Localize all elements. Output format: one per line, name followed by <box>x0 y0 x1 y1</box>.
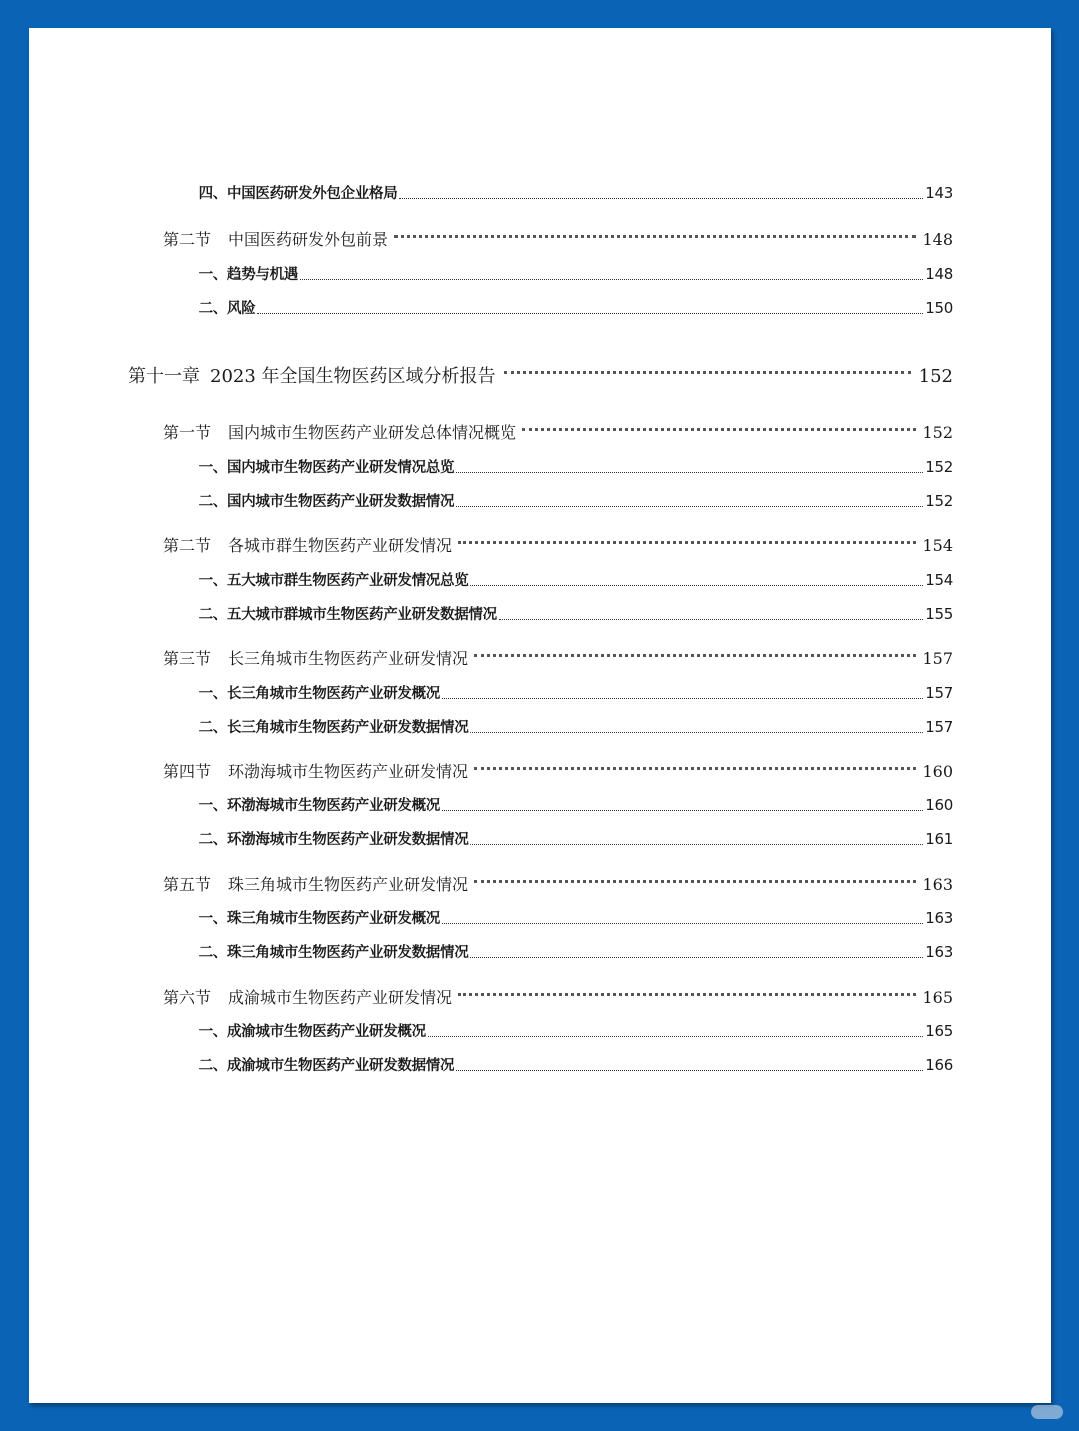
toc-item[interactable] <box>189 907 953 928</box>
toc-item[interactable] <box>189 1054 953 1075</box>
item-number: 一、 <box>198 460 227 476</box>
dot-leader <box>394 234 916 238</box>
page-number: 154 <box>925 571 953 589</box>
page-number: 152 <box>925 492 953 510</box>
page-number: 152 <box>922 423 953 442</box>
page-number: 160 <box>922 762 953 781</box>
toc-item[interactable] <box>189 941 953 962</box>
item-title: 趋势与机遇 <box>227 267 298 283</box>
page-number: 155 <box>925 605 953 623</box>
item-title: 长三角城市生物医药产业研发概况 <box>227 686 440 702</box>
item-number: 二、 <box>198 1058 227 1074</box>
item-number: 四、 <box>198 186 227 202</box>
dot-leader <box>456 1069 923 1071</box>
chapter-title: 2023 年全国生物医药区域分析报告 <box>210 366 496 387</box>
page-number: 163 <box>925 909 953 927</box>
toc-item[interactable] <box>189 1020 953 1041</box>
section-title: 环渤海城市生物医药产业研发情况 <box>228 762 469 781</box>
dot-leader <box>470 584 923 586</box>
item-title: 中国医药研发外包企业格局 <box>227 186 398 202</box>
page-number: 157 <box>925 684 953 702</box>
item-title: 国内城市生物医药产业研发情况总览 <box>227 460 455 476</box>
page-number: 143 <box>925 184 953 202</box>
dot-leader <box>470 843 923 845</box>
toc-section[interactable] <box>163 420 953 443</box>
item-title: 长三角城市生物医药产业研发数据情况 <box>227 720 469 736</box>
dot-leader <box>257 312 923 314</box>
item-title: 风险 <box>227 301 256 317</box>
item-number: 一、 <box>198 267 227 283</box>
page-number: 150 <box>925 299 953 317</box>
section-number: 第三节 <box>163 649 212 668</box>
toc-item[interactable] <box>189 716 953 737</box>
section-title: 中国医药研发外包前景 <box>228 230 389 249</box>
section-title: 珠三角城市生物医药产业研发情况 <box>228 875 469 894</box>
section-title: 国内城市生物医药产业研发总体情况概览 <box>228 423 517 442</box>
toc-item[interactable] <box>189 828 953 849</box>
toc-section[interactable] <box>163 759 953 782</box>
toc-item[interactable] <box>189 794 953 815</box>
item-title: 环渤海城市生物医药产业研发概况 <box>227 798 440 814</box>
item-number: 二、 <box>198 945 227 961</box>
section-number: 第五节 <box>163 875 212 894</box>
toc-item[interactable] <box>189 569 953 590</box>
dot-leader <box>458 992 916 996</box>
toc-item[interactable] <box>189 297 953 318</box>
item-title: 国内城市生物医药产业研发数据情况 <box>227 494 455 510</box>
section-number: 第一节 <box>163 423 212 442</box>
item-number: 二、 <box>198 301 227 317</box>
item-number: 一、 <box>198 911 227 927</box>
item-number: 一、 <box>198 686 227 702</box>
page-number: 152 <box>918 366 953 387</box>
page-number: 154 <box>922 536 953 555</box>
item-number: 一、 <box>198 1024 227 1040</box>
dot-leader <box>300 278 923 280</box>
item-title: 成渝城市生物医药产业研发概况 <box>227 1024 426 1040</box>
toc-item[interactable] <box>189 263 953 284</box>
item-title: 环渤海城市生物医药产业研发数据情况 <box>227 832 469 848</box>
toc-item[interactable] <box>189 682 953 703</box>
watermark-logo <box>1031 1405 1063 1419</box>
chapter-number: 第十一章 <box>128 366 200 387</box>
item-number: 二、 <box>198 720 227 736</box>
section-number: 第四节 <box>163 762 212 781</box>
toc-section[interactable] <box>163 985 953 1008</box>
section-title: 长三角城市生物医药产业研发情况 <box>228 649 469 668</box>
page-number: 160 <box>925 796 953 814</box>
page-number: 161 <box>925 830 953 848</box>
page-number: 157 <box>925 718 953 736</box>
page-number: 148 <box>925 265 953 283</box>
dot-leader <box>499 618 923 620</box>
dot-leader <box>474 879 916 883</box>
item-title: 五大城市群生物医药产业研发情况总览 <box>227 573 469 589</box>
toc-section[interactable] <box>163 646 953 669</box>
table-of-contents <box>29 28 1051 1403</box>
dot-leader <box>474 766 916 770</box>
toc-item[interactable] <box>189 456 953 477</box>
section-number: 第六节 <box>163 988 212 1007</box>
item-number: 二、 <box>198 607 227 623</box>
page-number: 152 <box>925 458 953 476</box>
page-number: 166 <box>925 1056 953 1074</box>
toc-item[interactable] <box>189 603 953 624</box>
dot-leader <box>428 1035 923 1037</box>
section-number: 第二节 <box>163 230 212 249</box>
dot-leader <box>442 697 923 699</box>
dot-leader <box>522 427 916 431</box>
dot-leader <box>474 653 916 657</box>
document-page <box>29 28 1051 1403</box>
item-number: 一、 <box>198 798 227 814</box>
toc-section[interactable] <box>163 872 953 895</box>
page-number: 157 <box>922 649 953 668</box>
item-title: 珠三角城市生物医药产业研发概况 <box>227 911 440 927</box>
section-number: 第二节 <box>163 536 212 555</box>
dot-leader <box>456 471 923 473</box>
toc-section[interactable] <box>163 227 953 250</box>
page-number: 148 <box>922 230 953 249</box>
section-title: 各城市群生物医药产业研发情况 <box>228 536 453 555</box>
dot-leader <box>442 809 923 811</box>
item-title: 五大城市群城市生物医药产业研发数据情况 <box>227 607 497 623</box>
section-title: 成渝城市生物医药产业研发情况 <box>228 988 453 1007</box>
toc-item[interactable] <box>189 490 953 511</box>
item-number: 二、 <box>198 494 227 510</box>
dot-leader <box>442 922 923 924</box>
toc-item[interactable] <box>189 182 953 203</box>
dot-leader <box>456 505 923 507</box>
dot-leader <box>470 956 923 958</box>
dot-leader <box>458 540 916 544</box>
page-number: 163 <box>922 875 953 894</box>
page-number: 165 <box>922 988 953 1007</box>
dot-leader <box>504 370 911 374</box>
page-number: 165 <box>925 1022 953 1040</box>
toc-chapter[interactable] <box>128 362 953 388</box>
dot-leader <box>399 197 923 199</box>
item-number: 一、 <box>198 573 227 589</box>
item-title: 珠三角城市生物医药产业研发数据情况 <box>227 945 469 961</box>
page-number: 163 <box>925 943 953 961</box>
item-number: 二、 <box>198 832 227 848</box>
toc-section[interactable] <box>163 533 953 556</box>
item-title: 成渝城市生物医药产业研发数据情况 <box>227 1058 455 1074</box>
dot-leader <box>470 731 923 733</box>
